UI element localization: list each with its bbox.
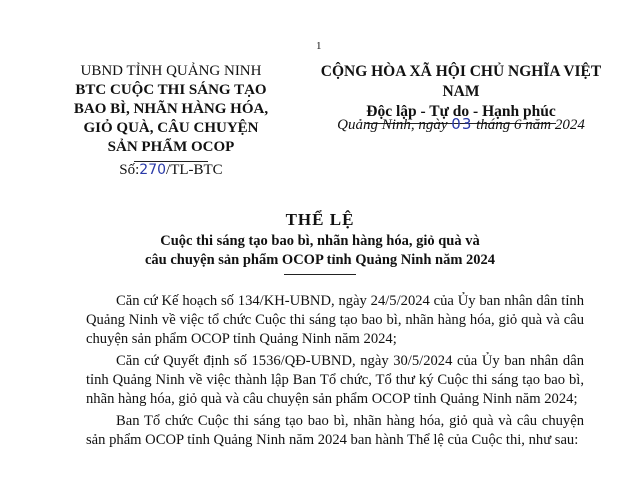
document-body — [86, 292, 584, 453]
authority-line-2: BTC CUỘC THI SÁNG TẠO — [75, 82, 267, 98]
nation-name: CỘNG HÒA XÃ HỘI CHỦ NGHĨA VIỆT NAM — [320, 63, 602, 100]
issue-date — [306, 115, 616, 134]
subtitle-line-2: câu chuyện sản phẩm OCOP tỉnh Quảng Ninh năm 2024 — [144, 252, 496, 268]
subtitle-line-1: Cuộc thi sáng tạo bao bì, nhãn hàng hóa, giỏ quà và — [160, 233, 480, 249]
authority-line-1: UBND TỈNH QUẢNG NINH — [80, 63, 262, 79]
subtitle-underline — [284, 274, 356, 275]
date-day-handwritten: 03 — [451, 115, 473, 133]
docno-handwritten: 270 — [139, 162, 167, 178]
page-number: 1 — [316, 40, 322, 52]
document-subtitle — [90, 232, 550, 275]
paragraph: Căn cứ Kế hoạch số 134/KH-UBND, ngày 24/5/2024 của Ủy ban nhân dân tỉnh Quảng Ninh về việc tổ chức Cuộc thi sáng tạo bao bì, nhãn hàng hóa, giỏ quà và câu chuyện sản phẩm OCOP tỉnh Quảng Ninh năm 2024; — [86, 293, 584, 347]
date-prefix: Quảng Ninh, ngày — [337, 117, 448, 133]
issuing-authority — [62, 62, 280, 162]
national-motto: Độc lập - Tự do - Hạnh phúc — [366, 102, 555, 124]
authority-line-5: SẢN PHẨM OCOP — [107, 139, 235, 155]
authority-line-3: BAO BÌ, NHÃN HÀNG HÓA, — [73, 101, 269, 117]
document-title: THỂ LỆ — [285, 210, 355, 229]
docno-suffix: /TL-BTC — [166, 162, 223, 178]
paragraph: Căn cứ Quyết định số 1536/QĐ-UBND, ngày 30/5/2024 của Ủy ban nhân dân tỉnh Quảng Ninh về việc thành lập Ban Tổ chức, Tổ thư ký Cuộc thi sáng tạo bao bì, nhãn hàng hóa, giỏ quà và câu chuyện sản phẩm OCOP tỉnh Quảng Ninh năm 2024; — [86, 353, 584, 407]
authority-line-4: GIỎ QUÀ, CÂU CHUYỆN — [83, 120, 259, 136]
document-number — [62, 162, 280, 179]
date-suffix: tháng 6 năm 2024 — [476, 117, 585, 133]
paragraph: Ban Tổ chức Cuộc thi sáng tạo bao bì, nhãn hàng hóa, giỏ quà và câu chuyện sản phẩm OCOP tỉnh Quảng Ninh năm 2024 ban hành Thể lệ của Cuộc thi, như sau: — [86, 413, 584, 448]
docno-prefix: Số: — [119, 162, 140, 178]
